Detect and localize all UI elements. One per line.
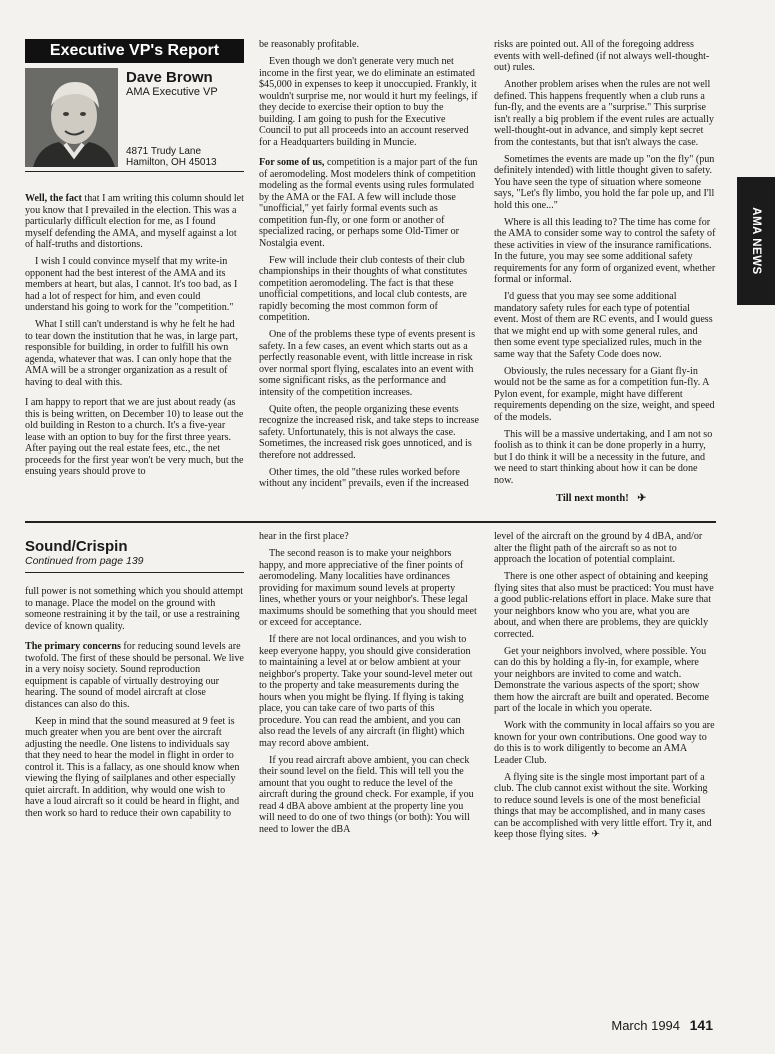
signoff	[556, 492, 646, 504]
paragraph: I am happy to report that we are just about ready (as this is being written, on December 10) to lease out the old building in Reston to a church. It's a five-year lease with an option to buy for the first three years. After paying out the real estate fees, etc., the net proceeds for the first year won't be very much, but the ensuing years should prove to	[25, 397, 244, 477]
airplane-icon: ✈	[637, 493, 647, 504]
paragraph: If there are not local ordinances, and you wish to keep everyone happy, you should give consideration to maintaining a level at or below ambient at your neighbor's property. Take your sound-level meter out to the property and take measurements during the hours when you might be flying. If flying is taking place, you can take care of two parts of this procedure. You can read the ambient, and you can also read the levels of any aircraft (in flight) which may record above ambient.	[259, 634, 473, 749]
author-photo	[25, 68, 118, 167]
side-tab-ama-news	[737, 177, 775, 305]
sound-column-1	[25, 586, 245, 825]
paragraph: Even though we don't generate very much net income in the first year, we do eliminate an estimated $45,000 in expenses to keep it unoccupied. Frankly, it wouldn't surprise me, nor would it hurt my feelings, if they decide to exercise their option to buy the building. I am going to push for the Executive Council to put all proceeds into an account reserved for a Headquarters building in Muncie.	[259, 56, 478, 148]
paragraph: hear in the first place?	[259, 531, 349, 542]
paragraph: Where is all this leading to? The time has come for the AMA to consider some way to control the safety of these activities in view of the insurance ramifications. In the future, you may see some additional safety requirements for any form of organized event, whether formal or informal.	[494, 216, 716, 285]
paragraph: full power is not something which you should attempt to manage. Place the model on the ground with someone restraining it by the tail, or use a restraining device of known quality.	[25, 586, 244, 632]
paragraph: One of the problems these type of events present is safety. In a few cases, an event which starts out as a perfectly reasonable event, with little increase in risk over normal sport flying, escalates into an event with some significant risks, as the performance and intensity of the competition increases.	[259, 329, 476, 398]
paragraph: be reasonably profitable.	[259, 39, 360, 50]
paragraph: Obviously, the rules necessary for a Giant fly-in would not be the same as for a competition fun-fly. A Pylon event, for example, might have different requirements depending on the size, weight, and speed of the models.	[494, 365, 715, 423]
paragraph: Another problem arises when the rules are not well defined. This happens frequently when a club runs a fun-fly, and the events are a "surprise." This surprise isn't really a big problem if the event rules are actually well-thought-out in advance, and simply kept secret from the contestants, but that isn't always the case.	[494, 79, 714, 148]
paragraph: Get your neighbors involved, where possible. You can do this by holding a fly-in, for example, where your neighbors are invited to come and watch. Demonstrate the various aspects of the sport; show them how the aircraft are built and operated. Become part of the locale in which you operate.	[494, 645, 709, 714]
side-tab-label: AMA NEWS	[750, 207, 762, 275]
banner-title: Executive VP's Report	[49, 42, 220, 59]
author-address-line1: 4871 Trudy Lane	[126, 146, 202, 157]
sound-column-3	[494, 531, 716, 846]
paragraph: Work with the community in local affairs so you are known for your own contributions. One good way to do this is to work diligently to become an AMA Leader Club.	[494, 720, 715, 766]
author-address-line2: Hamilton, OH 45013	[126, 157, 217, 168]
paragraph: level of the aircraft on the ground by 4 dBA, and/or alter the flight path of the aircraft so as not to approach the location of potential complaint.	[494, 531, 703, 565]
paragraph: Other times, the old "these rules worked before without any incident" prevails, even if the increased	[259, 466, 469, 489]
paragraph: risks are pointed out. All of the foregoing address events with well-defined (if not always well-thought-out) rules.	[494, 39, 710, 73]
paragraph: I'd guess that you may see some additional mandatory safety rules for each type of potential event. Most of them are RC events, and I would guess that we might end up with some general rules, and then some event type specialized rules, much in the same way that the Safety Code does now.	[494, 291, 713, 360]
section-divider	[25, 521, 716, 523]
header-rule	[25, 171, 244, 172]
page-number: 141	[689, 1017, 713, 1033]
sound-header-rule	[25, 572, 244, 573]
paragraph: A flying site is the single most important part of a club. The club cannot exist without the site. Working to reduce sound levels is one of the most beneficial things that may be accomplished, and in many cases can be accomplished with very little effort. Try it, and keep those flying sites. ✈	[494, 771, 712, 840]
signoff-text: Till next month!	[556, 493, 629, 504]
sound-continued-note: Continued from page 139	[25, 555, 144, 567]
portrait-illustration	[25, 68, 118, 167]
paragraph: Few will include their club contests of their club championships in their thoughts of what constitutes competition aeromodeling. The fact is that these unofficial competitions, and local club contests, are rapidly becoming the most common form of competition.	[259, 254, 468, 323]
sound-title: Sound/Crispin	[25, 538, 128, 555]
executive-column-1	[25, 193, 245, 483]
section-banner-executive	[25, 39, 244, 63]
paragraph: If you read aircraft above ambient, you can check their sound level on the field. This will tell you the amount that you ought to reduce the level of the aircraft during the ground check. For example, if you read 4 dBA above ambient at the property line you will need to do one of two things (or both): You will need to lower the dBA	[259, 754, 474, 835]
paragraph: For some of us, competition is a major part of the fun of aeromodeling. Most modelers think of competition modeling as the formal events using rules formulated by the AMA or the FAI. A few will include those "unofficial," yet fairly formal events such as competition fun-fly, or one form or another of specialized racing, or perhaps some Old-Timer or Nostalgia event.	[259, 157, 478, 249]
executive-column-2	[259, 39, 479, 495]
airplane-icon: ✈	[591, 829, 600, 840]
author-role: AMA Executive VP	[126, 86, 218, 98]
paragraph: Quite often, the people organizing these events recognize the increased risk, and take steps to increase safety. Unfortunately, this is not always the case. Sometimes, the increased risk goes unnoticed, and is therefore not addressed.	[259, 403, 480, 461]
paragraph: There is one other aspect of obtaining and keeping flying sites that also must be practiced: You must have a good public-relations effort in place. Make sure that your neighbors know who you are, what you are about, and when there are problems, they are quickly corrected.	[494, 571, 714, 640]
executive-column-3	[494, 39, 716, 492]
paragraph: Keep in mind that the sound measured at 9 feet is much greater when you are bent over the aircraft adjusting the needle. One listens to individuals say that they need to hear the model in flight in order to control it. This is a fallacy, as one should know when viewing the flying of sailplanes and other especially quiet aircraft. In addition, why would one wish to have a loud aircraft so it could be heard in flight, and then work so hard to reduce their own capability to	[25, 715, 240, 819]
paragraph: The primary concerns for reducing sound levels are twofold. The first of these should be personal. We live in a very noisy society. Sound reproduction equipment is capable of virtually destroying our hearing. The sound of model aircraft at close distances can also do this.	[25, 641, 244, 710]
sound-column-2	[259, 531, 479, 841]
paragraph: Sometimes the events are made up "on the fly" (pun definitely intended) with little thought given to safety. You have seen the type of situation where someone says, "Let's fly limbo, you hold the far pole up, and I'll hold this one..."	[494, 153, 715, 211]
paragraph: The second reason is to make your neighbors happy, and more appreciative of the finer points of aeromodeling. Many localities have ordinances providing for maximum sound levels at property lines, whether yours or your neighbor's. These legal maximums should be something that you should meet or exceed for acceptance.	[259, 548, 477, 628]
paragraph: Well, the fact that I am writing this column should let you know that I prevailed in the election. This was a particularly difficult election for me, as I found myself defending the AMA, and myself against a lot of half-truths and distortions.	[25, 193, 244, 250]
paragraph: What I still can't understand is why he felt he had to tear down the institution that he was, in large part, responsible for building, in order to fulfill his own agenda, whatever that was. I can only hope that the AMA will be a stronger organization as a result of having to deal with this.	[25, 319, 238, 388]
paragraph: This will be a massive undertaking, and I am not so foolish as to think it can be done properly in a hurry, but I do think it will be a necessity in the future, and we need to start thinking about how it can be done now.	[494, 428, 713, 486]
paragraph: I wish I could convince myself that my write-in opponent had the best interest of the AMA and its members at heart, but alas, I cannot. It's too bad, as I had a lot of respect for him, and even could understand his going to work for the "competition."	[25, 256, 238, 313]
author-name: Dave Brown	[126, 69, 213, 86]
footer-date: March 1994	[611, 1018, 681, 1033]
footer	[611, 1017, 713, 1033]
